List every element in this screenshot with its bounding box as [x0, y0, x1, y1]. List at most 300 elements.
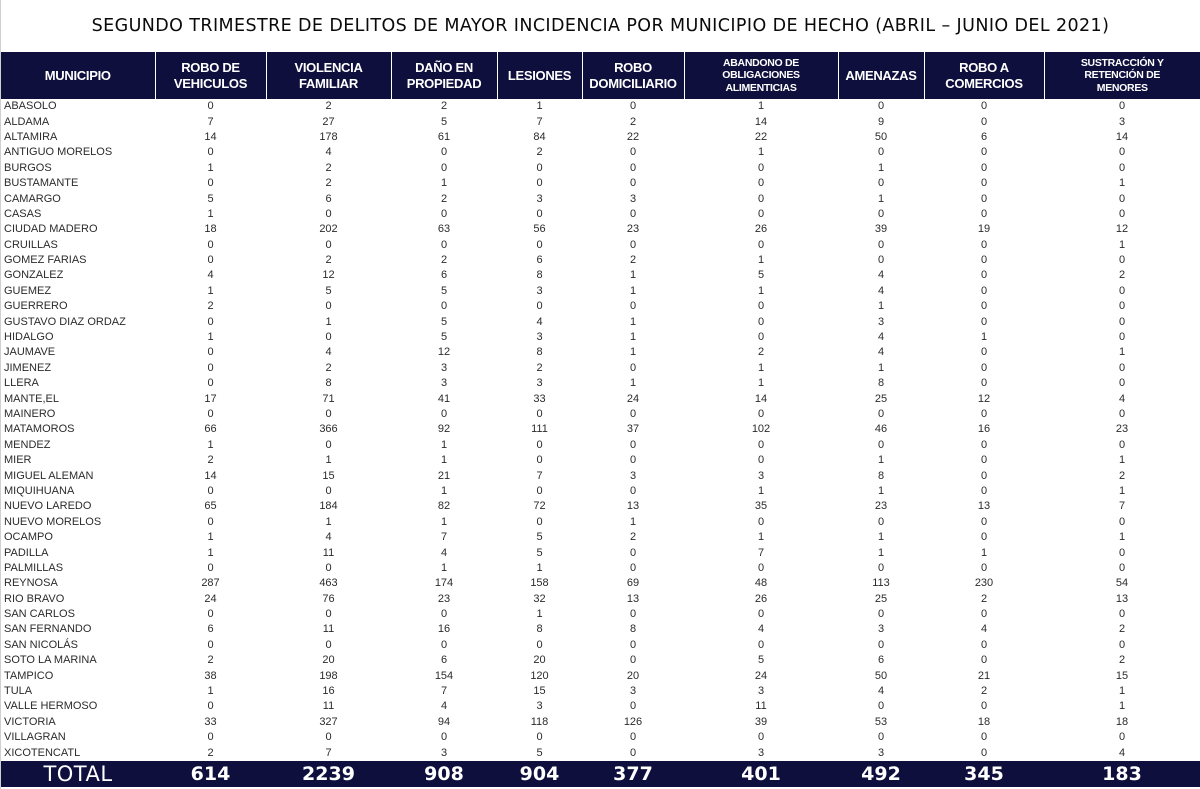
value-cell: 1 [877, 300, 885, 313]
value-cell: 4 [536, 315, 543, 328]
value-cell: 8 [536, 623, 543, 636]
value-cell: 0 [207, 254, 214, 267]
value-cell: 1 [207, 546, 214, 559]
value-cell: 1 [440, 515, 448, 528]
value-cell: 2 [440, 254, 448, 267]
value-cell: 0 [536, 454, 543, 467]
value-cell: 0 [629, 731, 637, 744]
value-cell: 0 [536, 238, 543, 251]
value-cell: 0 [629, 361, 637, 374]
value-cell: 1 [1118, 685, 1126, 698]
value-cell: 8 [877, 469, 885, 482]
value-cell: 1 [207, 161, 214, 174]
value-cell: 2 [325, 100, 332, 113]
table-body [1, 99, 1200, 761]
table-row [1, 715, 1200, 730]
value-cell: 0 [877, 731, 885, 744]
municipio-cell: TULA [4, 685, 33, 698]
value-cell: 0 [877, 700, 885, 713]
value-cell: 2 [325, 161, 332, 174]
value-cell: 18 [204, 223, 217, 236]
value-cell: 0 [325, 238, 332, 251]
value-cell: 23 [1115, 423, 1129, 436]
value-cell: 16 [977, 423, 991, 436]
total-row [1, 761, 1200, 787]
value-cell: 0 [980, 207, 988, 220]
value-cell: 1 [440, 561, 448, 574]
table-header [1, 52, 1200, 99]
value-cell: 3 [877, 315, 885, 328]
value-cell: 2 [1118, 623, 1126, 636]
municipio-cell: MIGUEL ALEMAN [4, 469, 94, 482]
value-cell: 230 [974, 577, 994, 590]
value-cell: 5 [757, 269, 765, 282]
table-footer [1, 761, 1200, 787]
value-cell: 0 [980, 100, 988, 113]
value-cell: 3 [1118, 115, 1126, 128]
value-cell: 5 [440, 284, 448, 297]
value-cell: 3 [536, 284, 543, 297]
value-cell: 94 [437, 715, 451, 728]
value-cell: 2 [980, 685, 988, 698]
value-cell: 3 [536, 700, 543, 713]
value-cell: 7 [440, 685, 448, 698]
value-cell: 50 [874, 130, 888, 143]
value-cell: 1 [757, 146, 765, 159]
value-cell: 2 [536, 146, 543, 159]
value-cell: 0 [1118, 207, 1126, 220]
value-cell: 0 [536, 408, 543, 420]
value-cell: 5 [207, 192, 214, 205]
column-header-robo-comercios [924, 52, 1044, 99]
value-cell: 5 [757, 654, 765, 667]
value-cell: 1 [207, 207, 214, 220]
value-cell: 4 [440, 546, 448, 559]
table-row [1, 499, 1200, 514]
value-cell: 2 [1118, 269, 1126, 282]
total-value: 2239 [302, 762, 355, 785]
value-cell: 2 [757, 346, 765, 359]
value-cell: 14 [204, 130, 217, 143]
value-cell: 366 [319, 423, 338, 436]
value-cell: 24 [754, 669, 768, 682]
table-row [1, 422, 1200, 437]
value-cell: 50 [874, 669, 888, 682]
value-cell: 2 [629, 531, 637, 544]
value-cell: 0 [536, 177, 543, 190]
municipio-cell: GUERRERO [4, 300, 68, 313]
value-cell: 0 [1118, 561, 1126, 574]
value-cell: 3 [440, 746, 448, 759]
column-header-violencia-familiar [266, 52, 391, 99]
table-row [1, 207, 1200, 222]
table-row [1, 468, 1200, 483]
value-cell: 0 [325, 638, 332, 651]
municipio-cell: PADILLA [4, 546, 49, 559]
value-cell: 0 [325, 438, 332, 451]
value-cell: 0 [1118, 331, 1126, 344]
column-header-robo-vehiculos [155, 52, 266, 99]
table-row [1, 561, 1200, 576]
value-cell: 1 [440, 454, 448, 467]
value-cell: 0 [207, 100, 214, 113]
value-cell: 174 [434, 577, 454, 590]
value-cell: 1 [629, 377, 637, 390]
value-cell: 1 [757, 377, 765, 390]
value-cell: 1 [1118, 454, 1126, 467]
value-cell: 7 [1118, 500, 1126, 513]
value-cell: 72 [533, 500, 546, 513]
value-cell: 19 [977, 223, 991, 236]
value-cell: 25 [874, 392, 888, 405]
table-row [1, 330, 1200, 345]
value-cell: 4 [980, 623, 988, 636]
value-cell: 22 [626, 130, 640, 143]
value-cell: 14 [1115, 130, 1129, 143]
value-cell: 0 [757, 454, 765, 467]
table-row [1, 391, 1200, 406]
total-value: 614 [190, 762, 231, 785]
value-cell: 0 [207, 515, 214, 528]
table-row [1, 222, 1200, 237]
value-cell: 4 [1118, 746, 1126, 759]
value-cell: 23 [437, 592, 451, 605]
value-cell: 71 [322, 392, 335, 405]
value-cell: 3 [629, 685, 637, 698]
value-cell: 1 [325, 515, 332, 528]
value-cell: 0 [207, 638, 214, 651]
value-cell: 0 [207, 146, 214, 159]
table-row [1, 684, 1200, 699]
value-cell: 8 [536, 346, 543, 359]
table-row [1, 668, 1200, 683]
value-cell: 0 [440, 238, 448, 251]
value-cell: 463 [319, 577, 338, 590]
value-cell: 61 [437, 130, 451, 143]
value-cell: 0 [207, 315, 214, 328]
value-cell: 0 [980, 408, 988, 420]
value-cell: 0 [877, 177, 885, 190]
value-cell: 1 [536, 561, 543, 574]
value-cell: 0 [629, 608, 637, 621]
value-cell: 13 [626, 500, 640, 513]
value-cell: 0 [629, 300, 637, 313]
value-cell: 0 [440, 731, 448, 744]
municipio-cell: ANTIGUO MORELOS [4, 146, 113, 159]
value-cell: 39 [874, 223, 888, 236]
value-cell: 0 [980, 531, 988, 544]
value-cell: 11 [322, 623, 335, 636]
value-cell: 1 [325, 315, 332, 328]
value-cell: 0 [757, 300, 765, 313]
value-cell: 0 [1118, 192, 1126, 205]
municipio-cell: CRUILLAS [4, 238, 58, 251]
value-cell: 0 [1118, 361, 1126, 374]
column-header-municipio [1, 52, 155, 99]
value-cell: 0 [629, 746, 637, 759]
value-cell: 0 [207, 361, 214, 374]
value-cell: 16 [322, 685, 335, 698]
value-cell: 0 [629, 654, 637, 667]
value-cell: 178 [319, 130, 338, 143]
total-value: 345 [964, 762, 1004, 785]
value-cell: 0 [629, 454, 637, 467]
column-header-abandono-obligaciones [684, 52, 838, 99]
value-cell: 0 [757, 315, 765, 328]
value-cell: 65 [204, 500, 217, 513]
value-cell: 1 [877, 454, 885, 467]
column-header-label: MUNICIPIO [44, 67, 111, 83]
value-cell: 82 [437, 500, 451, 513]
value-cell: 0 [1118, 300, 1126, 313]
value-cell: 4 [207, 269, 214, 282]
value-cell: 1 [629, 346, 637, 359]
column-header-label: OBLIGACIONES [722, 69, 800, 82]
value-cell: 1 [536, 100, 543, 113]
value-cell: 0 [757, 638, 765, 651]
value-cell: 1 [877, 161, 885, 174]
value-cell: 4 [440, 700, 448, 713]
value-cell: 0 [757, 192, 765, 205]
value-cell: 1 [757, 254, 765, 267]
total-value: 401 [741, 762, 781, 785]
value-cell: 0 [536, 300, 543, 313]
value-cell: 0 [877, 100, 885, 113]
value-cell: 32 [533, 592, 546, 605]
value-cell: 0 [1118, 284, 1126, 297]
value-cell: 0 [877, 638, 885, 651]
value-cell: 0 [980, 561, 988, 574]
value-cell: 2 [207, 300, 214, 313]
value-cell: 1 [629, 269, 637, 282]
value-cell: 15 [533, 685, 546, 698]
value-cell: 8 [877, 377, 885, 390]
column-header-label: ROBO [614, 59, 652, 75]
value-cell: 0 [629, 161, 637, 174]
value-cell: 5 [536, 746, 543, 759]
value-cell: 1 [757, 361, 765, 374]
value-cell: 0 [325, 207, 332, 220]
value-cell: 1 [207, 685, 214, 698]
value-cell: 0 [1118, 438, 1126, 451]
value-cell: 113 [872, 577, 890, 590]
value-cell: 0 [877, 146, 885, 159]
municipio-cell: VICTORIA [4, 715, 56, 728]
table-row [1, 622, 1200, 637]
value-cell: 54 [1115, 577, 1129, 590]
value-cell: 0 [980, 269, 988, 282]
column-header-label: DAÑO EN [415, 59, 473, 75]
value-cell: 0 [629, 408, 637, 420]
value-cell: 5 [325, 284, 332, 297]
value-cell: 6 [536, 254, 543, 267]
table-row [1, 745, 1200, 760]
value-cell: 13 [626, 592, 640, 605]
value-cell: 111 [531, 423, 548, 436]
value-cell: 12 [437, 346, 451, 359]
table-row [1, 407, 1200, 422]
value-cell: 0 [757, 207, 765, 220]
value-cell: 38 [204, 669, 217, 682]
value-cell: 0 [980, 146, 988, 159]
value-cell: 0 [440, 146, 448, 159]
table-row [1, 191, 1200, 206]
value-cell: 8 [325, 377, 332, 390]
value-cell: 0 [980, 469, 988, 482]
value-cell: 4 [877, 346, 885, 359]
value-cell: 0 [207, 238, 214, 251]
value-cell: 1 [877, 192, 885, 205]
municipio-cell: ABASOLO [4, 100, 57, 113]
value-cell: 84 [533, 130, 546, 143]
table-row [1, 284, 1200, 299]
column-header-label: MENORES [1096, 81, 1148, 94]
value-cell: 3 [629, 469, 637, 482]
value-cell: 2 [629, 254, 637, 267]
value-cell: 0 [757, 438, 765, 451]
municipio-cell: PALMILLAS [4, 561, 64, 574]
value-cell: 0 [1118, 146, 1126, 159]
value-cell: 1 [980, 546, 988, 559]
value-cell: 5 [536, 531, 543, 544]
value-cell: 24 [204, 592, 217, 605]
value-cell: 0 [325, 731, 332, 744]
column-header-amenazas [838, 52, 924, 99]
table-row [1, 238, 1200, 253]
value-cell: 0 [536, 515, 543, 528]
municipio-cell: RIO BRAVO [4, 592, 65, 605]
value-cell: 39 [754, 715, 768, 728]
value-cell: 202 [319, 223, 338, 236]
value-cell: 0 [1118, 546, 1126, 559]
column-header-label: ROBO A [959, 59, 1009, 75]
value-cell: 0 [877, 254, 885, 267]
value-cell: 2 [440, 192, 448, 205]
value-cell: 2 [325, 361, 332, 374]
value-cell: 0 [1118, 377, 1126, 390]
value-cell: 0 [1118, 254, 1126, 267]
value-cell: 0 [980, 238, 988, 251]
value-cell: 2 [207, 654, 214, 667]
column-header-label: RETENCIÓN DE [1084, 69, 1161, 82]
table-row [1, 376, 1200, 391]
value-cell: 7 [440, 531, 448, 544]
value-cell: 2 [325, 177, 332, 190]
value-cell: 0 [980, 746, 988, 759]
value-cell: 7 [536, 115, 543, 128]
value-cell: 33 [204, 715, 217, 728]
value-cell: 46 [874, 423, 888, 436]
value-cell: 0 [877, 608, 885, 621]
table-row [1, 99, 1200, 114]
value-cell: 4 [757, 623, 765, 636]
value-cell: 0 [1118, 100, 1126, 113]
municipio-cell: LLERA [4, 377, 39, 390]
value-cell: 3 [757, 685, 765, 698]
value-cell: 3 [536, 331, 543, 344]
value-cell: 0 [980, 361, 988, 374]
municipio-cell: CASAS [4, 207, 42, 220]
value-cell: 0 [440, 300, 448, 313]
table-row [1, 314, 1200, 329]
value-cell: 0 [536, 438, 543, 451]
value-cell: 15 [322, 469, 335, 482]
value-cell: 0 [980, 700, 988, 713]
municipio-cell: MIQUIHUANA [4, 484, 75, 497]
value-cell: 0 [980, 161, 988, 174]
table-row [1, 299, 1200, 314]
value-cell: 0 [629, 146, 637, 159]
value-cell: 0 [980, 484, 988, 497]
table-row [1, 176, 1200, 191]
value-cell: 14 [204, 469, 217, 482]
value-cell: 7 [757, 546, 765, 559]
table-row [1, 114, 1200, 129]
column-header-lesiones [497, 52, 582, 99]
municipio-cell: MAINERO [4, 408, 56, 420]
value-cell: 92 [437, 423, 451, 436]
value-cell: 22 [754, 130, 768, 143]
value-cell: 3 [877, 623, 885, 636]
municipio-cell: BURGOS [4, 161, 52, 174]
value-cell: 35 [754, 500, 768, 513]
municipio-cell: SAN NICOLÁS [4, 638, 78, 651]
value-cell: 0 [1118, 408, 1126, 420]
column-header-label: LESIONES [507, 67, 572, 83]
value-cell: 2 [440, 100, 448, 113]
table-row [1, 453, 1200, 468]
value-cell: 0 [980, 192, 988, 205]
municipio-cell: MIER [4, 454, 32, 467]
value-cell: 4 [325, 146, 332, 159]
value-cell: 0 [980, 254, 988, 267]
value-cell: 154 [434, 669, 454, 682]
column-header-label: ALIMENTICIAS [725, 81, 797, 94]
total-value: 908 [424, 762, 464, 785]
value-cell: 0 [629, 561, 637, 574]
value-cell: 12 [322, 269, 335, 282]
municipio-cell: HIDALGO [4, 331, 54, 344]
column-header-label: COMERCIOS [945, 75, 1023, 91]
value-cell: 4 [877, 685, 885, 698]
value-cell: 2 [1118, 469, 1126, 482]
column-header-dano-propiedad [391, 52, 497, 99]
value-cell: 69 [626, 577, 640, 590]
value-cell: 1 [1118, 238, 1126, 251]
value-cell: 14 [754, 392, 768, 405]
value-cell: 1 [1118, 700, 1126, 713]
value-cell: 0 [207, 561, 214, 574]
value-cell: 0 [325, 300, 332, 313]
municipio-cell: TAMPICO [4, 669, 54, 682]
table-row [1, 545, 1200, 560]
value-cell: 0 [980, 115, 988, 128]
value-cell: 0 [325, 561, 332, 574]
value-cell: 1 [877, 546, 885, 559]
total-label: TOTAL [43, 761, 113, 786]
value-cell: 9 [877, 115, 885, 128]
total-value: 183 [1102, 762, 1142, 785]
value-cell: 3 [536, 377, 543, 390]
value-cell: 0 [325, 484, 332, 497]
value-cell: 0 [440, 207, 448, 220]
value-cell: 20 [533, 654, 546, 667]
column-header-label: AMENAZAS [845, 67, 917, 83]
value-cell: 1 [325, 454, 332, 467]
value-cell: 0 [629, 700, 637, 713]
value-cell: 0 [629, 238, 637, 251]
column-header-label: VIOLENCIA [294, 59, 363, 75]
